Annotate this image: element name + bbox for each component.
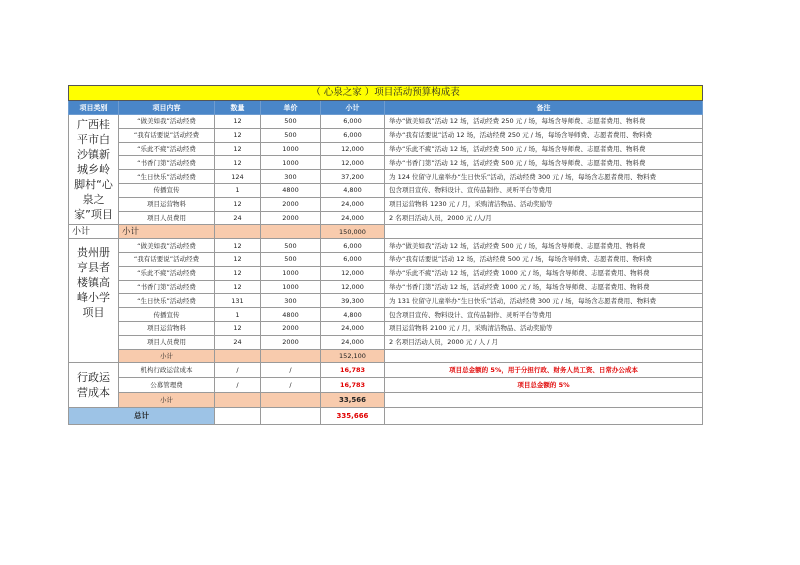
cell-subtotal: 16,783 (321, 363, 385, 378)
category-guangxi: 广西桂平市白沙镇新城乡岭脚村“心泉之家”项目 (69, 115, 119, 225)
cell-note: 为 131 位留守儿童举办“生日快乐”活动，活动经费 300 元 / 场，每场含志愿者费用、物料费 (385, 294, 703, 308)
table-row (69, 183, 703, 197)
cell-content: 项目人员费用 (119, 211, 215, 225)
cell-price: 1000 (261, 280, 321, 294)
cell-note: 项目总金额的 5% (385, 378, 703, 393)
cell-content: “书香门第”活动经费 (119, 280, 215, 294)
header-content: 项目内容 (119, 101, 215, 115)
budget-sheet (68, 85, 702, 425)
cell-note: 举办“做美如我”活动 12 场，活动经费 250 元 / 场，每场含导师费、志愿者费用、物料费 (385, 115, 703, 129)
cell-price: 300 (261, 170, 321, 184)
cell-note: 为 124 位留守儿童举办“生日快乐”活动，活动经费 300 元 / 场，每场含志愿者费用、物料费 (385, 170, 703, 184)
table-row (69, 128, 703, 142)
cell-note: 举办“乐此不疲”活动 12 场，活动经费 500 元 / 场，每场含导师费、志愿者费用、物料费 (385, 142, 703, 156)
table-row (69, 170, 703, 184)
cell-price: 2000 (261, 211, 321, 225)
cell-qty: 12 (215, 128, 261, 142)
total-empty (215, 408, 261, 425)
cell-price: 1000 (261, 142, 321, 156)
cell-content: “生日快乐”活动经费 (119, 170, 215, 184)
subtotal-label: 小计 (119, 393, 215, 408)
cell-subtotal: 4,800 (321, 308, 385, 322)
cell-subtotal: 6,000 (321, 252, 385, 266)
table-row (69, 335, 703, 349)
table-row (69, 363, 703, 378)
cell-content: “生日快乐”活动经费 (119, 294, 215, 308)
subtotal-empty (215, 393, 261, 408)
cell-note: 项目运营物料 2100 元 / 月，采购清洁物品、活动奖励等 (385, 321, 703, 335)
cell-qty: 124 (215, 170, 261, 184)
subtotal-value: 150,000 (321, 225, 385, 239)
table-row (69, 266, 703, 280)
table-row (69, 321, 703, 335)
subtotal-note-empty (385, 349, 703, 363)
cell-price: 2000 (261, 197, 321, 211)
cell-content: “我有话要说”活动经费 (119, 252, 215, 266)
header-subtotal: 小计 (321, 101, 385, 115)
cell-note: 包含项目宣传、物料设计、宣传品制作、灵听平台等费用 (385, 308, 703, 322)
subtotal-empty (261, 225, 321, 239)
cell-content: “做美如我”活动经费 (119, 239, 215, 253)
cell-subtotal: 16,783 (321, 378, 385, 393)
cell-note: 包含项目宣传、物料设计、宣传品制作、灵听平台等费用 (385, 183, 703, 197)
subtotal-value: 33,566 (321, 393, 385, 408)
subtotal-empty (261, 393, 321, 408)
header-unit-price: 单价 (261, 101, 321, 115)
cell-qty: 24 (215, 335, 261, 349)
category-guizhou: 贵州册亨县者楼镇高峰小学项目 (69, 239, 119, 363)
table-row (69, 378, 703, 393)
cell-price: 2000 (261, 321, 321, 335)
cell-price: 2000 (261, 335, 321, 349)
cell-qty: 1 (215, 308, 261, 322)
cell-qty: 12 (215, 280, 261, 294)
total-label: 总计 (69, 408, 215, 425)
subtotal-label-left: 小计 (69, 225, 119, 239)
cell-qty: 131 (215, 294, 261, 308)
header-note: 备注 (385, 101, 703, 115)
cell-price: 500 (261, 252, 321, 266)
table-row (69, 294, 703, 308)
cell-content: 机构行政运营成本 (119, 363, 215, 378)
cell-price: 4800 (261, 308, 321, 322)
cell-subtotal: 24,000 (321, 211, 385, 225)
cell-price: 500 (261, 239, 321, 253)
table-row (69, 252, 703, 266)
cell-subtotal: 12,000 (321, 266, 385, 280)
cell-note: 项目总金额的 5%，用于分担行政、财务人员工资、日常办公成本 (385, 363, 703, 378)
subtotal-row (69, 225, 703, 239)
cell-note: 举办“书香门第”活动 12 场，活动经费 1000 元 / 场，每场含导师费、志愿者费用、物料费 (385, 280, 703, 294)
title-row (69, 86, 703, 101)
cell-subtotal: 24,000 (321, 321, 385, 335)
cell-content: 项目运营物料 (119, 321, 215, 335)
subtotal-value: 152,100 (321, 349, 385, 363)
subtotal-row (69, 393, 703, 408)
subtotal-empty (215, 225, 261, 239)
subtotal-note-empty (385, 225, 703, 239)
subtotal-row (69, 349, 703, 363)
cell-note: 举办“做美如我”活动 12 场，活动经费 500 元 / 场，每场含导师费、志愿者费用、物料费 (385, 239, 703, 253)
cell-price: 500 (261, 128, 321, 142)
subtotal-label: 小计 (119, 225, 215, 239)
cell-subtotal: 12,000 (321, 156, 385, 170)
total-note-empty (385, 408, 703, 425)
table-row (69, 115, 703, 129)
cell-subtotal: 24,000 (321, 335, 385, 349)
table-row (69, 156, 703, 170)
subtotal-note-empty (385, 393, 703, 408)
cell-qty: 12 (215, 321, 261, 335)
total-row (69, 408, 703, 425)
cell-qty: 12 (215, 239, 261, 253)
header-quantity: 数量 (215, 101, 261, 115)
table-row (69, 211, 703, 225)
cell-note: 项目运营物料 1230 元 / 月，采购清洁物品、活动奖励等 (385, 197, 703, 211)
cell-subtotal: 12,000 (321, 280, 385, 294)
cell-note: 举办“我有话要说”活动 12 场，活动经费 500 元 / 场，每场含导师费、志愿者费用、物料费 (385, 252, 703, 266)
cell-qty: / (215, 378, 261, 393)
cell-price: 1000 (261, 266, 321, 280)
cell-price: / (261, 363, 321, 378)
sheet-title: （ 心泉之家 ）项目活动预算构成表 (69, 86, 703, 101)
table-row (69, 142, 703, 156)
total-empty (261, 408, 321, 425)
cell-content: “乐此不疲”活动经费 (119, 142, 215, 156)
subtotal-label: 小计 (119, 349, 215, 363)
cell-qty: 1 (215, 183, 261, 197)
cell-note: 举办“乐此不疲”活动 12 场，活动经费 1000 元 / 场，每场含导师费、志愿者费用、物料费 (385, 266, 703, 280)
cell-subtotal: 37,200 (321, 170, 385, 184)
cell-subtotal: 39,300 (321, 294, 385, 308)
header-category: 项目类别 (69, 101, 119, 115)
table-row (69, 239, 703, 253)
cell-content: 传播宣传 (119, 308, 215, 322)
cell-subtotal: 6,000 (321, 128, 385, 142)
subtotal-empty (215, 349, 261, 363)
total-value: 335,666 (321, 408, 385, 425)
cell-content: “我有话要说”活动经费 (119, 128, 215, 142)
cell-content: “书香门第”活动经费 (119, 156, 215, 170)
cell-qty: 12 (215, 115, 261, 129)
cell-note: 2 名项目活动人员，2000 元 / 人 / 月 (385, 335, 703, 349)
cell-content: 公募管理费 (119, 378, 215, 393)
cell-content: 项目运营物料 (119, 197, 215, 211)
cell-content: “乐此不疲”活动经费 (119, 266, 215, 280)
category-admin: 行政运营成本 (69, 363, 119, 408)
budget-table (68, 85, 703, 425)
table-row (69, 308, 703, 322)
cell-qty: 12 (215, 252, 261, 266)
cell-subtotal: 4,800 (321, 183, 385, 197)
header-row (69, 101, 703, 115)
cell-price: 1000 (261, 156, 321, 170)
cell-content: 传播宣传 (119, 183, 215, 197)
cell-note: 举办“书香门第”活动 12 场，活动经费 500 元 / 场，每场含导师费、志愿者费用、物料费 (385, 156, 703, 170)
cell-qty: 24 (215, 211, 261, 225)
cell-subtotal: 6,000 (321, 115, 385, 129)
cell-price: 500 (261, 115, 321, 129)
table-row (69, 197, 703, 211)
cell-subtotal: 12,000 (321, 142, 385, 156)
cell-content: “做美如我”活动经费 (119, 115, 215, 129)
cell-qty: 12 (215, 142, 261, 156)
cell-price: / (261, 378, 321, 393)
cell-note: 2 名项目活动人员，2000 元 /人/月 (385, 211, 703, 225)
table-row (69, 280, 703, 294)
cell-subtotal: 6,000 (321, 239, 385, 253)
cell-qty: 12 (215, 266, 261, 280)
subtotal-empty (261, 349, 321, 363)
cell-content: 项目人员费用 (119, 335, 215, 349)
cell-subtotal: 24,000 (321, 197, 385, 211)
cell-qty: 12 (215, 197, 261, 211)
cell-price: 300 (261, 294, 321, 308)
cell-qty: / (215, 363, 261, 378)
cell-price: 4800 (261, 183, 321, 197)
cell-note: 举办“我有话要说”活动 12 场，活动经费 250 元 / 场，每场含导师费、志愿者费用、物料费 (385, 128, 703, 142)
cell-qty: 12 (215, 156, 261, 170)
